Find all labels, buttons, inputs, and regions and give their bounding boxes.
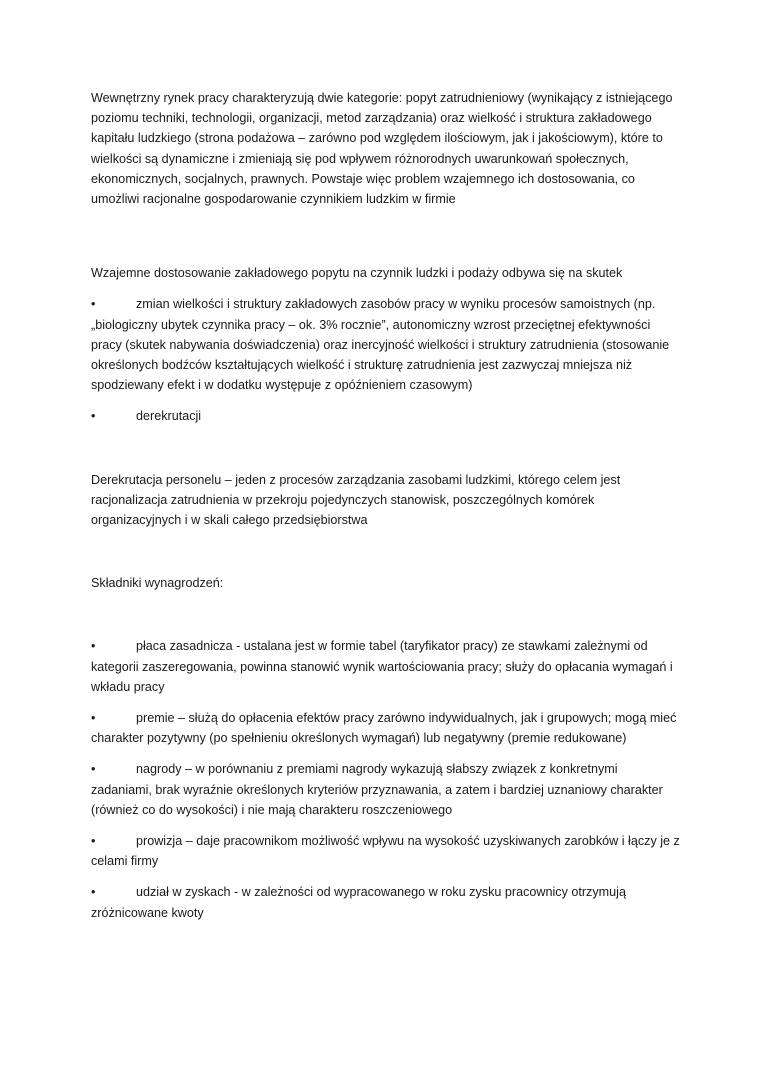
list-item-text: derekrutacji: [136, 409, 202, 424]
bullet-icon: •: [91, 762, 96, 777]
list-item: [91, 882, 681, 922]
list-item-text: udział w zyskach - w zależności od wypracowanego w roku zysku pracownicy otrzymują zróżnicowane kwoty: [91, 885, 626, 920]
list-item-text: płaca zasadnicza - ustalana jest w formie tabel (taryfikator pracy) ze stawkami zależnymi od kategorii zaszeregowania, powinna stanowić wynik wartościowania pracy; służy do opłacania wymagań i wkładu pracy: [91, 639, 673, 694]
bullet-icon: •: [91, 711, 96, 726]
bullet-icon: •: [91, 297, 96, 312]
paragraph-internal-labor-market: Wewnętrzny rynek pracy charakteryzują dwie kategorie: popyt zatrudnieniowy (wynikający z istniejącego poziomu techniki, technologii, organizacji, metod zarządzania) oraz wielkość i struktura zakładowego kapitału ludzkiego (strona podażowa – zarówno pod względem ilościowym, jak i jakościowym), które to wielkości są dynamiczne i zmieniają się pod wpływem różnorodnych uwarunkowań społecznych, ekonomicznych, socjalnych, prawnych. Powstaje więc problem wzajemnego ich dostosowania, co umożliwi racjonalne gospodarowanie czynnikiem ludzkim w firmie: [91, 91, 673, 207]
list-item: [91, 294, 681, 395]
bullet-icon: •: [91, 834, 96, 849]
document-page: [91, 88, 681, 923]
bullet-icon: •: [91, 885, 96, 900]
paragraph-mutual-adjustment: Wzajemne dostosowanie zakładowego popytu na czynnik ludzki i podaży odbywa się na skutek: [91, 266, 623, 281]
list-item: [91, 759, 681, 820]
paragraph-derecruitment-definition: Derekrutacja personelu – jeden z procesów zarządzania zasobami ludzkimi, którego celem jest racjonalizacja zatrudnienia w przekroju pojedynczych stanowisk, poszczególnych komórek organizacyjnych i w skali całego przedsiębiorstwa: [91, 472, 621, 528]
list-item: [91, 406, 681, 426]
list-item-text: prowizja – daje pracownikom możliwość wpływu na wysokość uzyskiwanych zarobków i łączy je z celami firmy: [91, 834, 680, 869]
paragraph-salary-components-heading: Składniki wynagrodzeń:: [91, 576, 224, 591]
bullet-icon: •: [91, 639, 96, 654]
list-item: [91, 636, 681, 697]
list-item: [91, 831, 681, 871]
list-item: [91, 708, 681, 748]
list-item-text: premie – służą do opłacenia efektów pracy zarówno indywidualnych, jak i grupowych; mogą mieć charakter pozytywny (po spełnieniu określonych wymagań) lub negatywny (premie redukowane): [91, 711, 677, 746]
list-item-text: zmian wielkości i struktury zakładowych zasobów pracy w wyniku procesów samoistnych (np. „biologiczny ubytek czynnika pracy – ok. 3% rocznie”, autonomiczny wzrost przeciętnej efektywności pracy (skutek nabywania doświadczenia) oraz inercyjność wielkości i struktury zatrudnienia (stosowanie określonych bodźców kształtujących wielkość i strukturę zatrudnienia jest zazwyczaj mniejsza niż spodziewany efekt i w dodatku występuje z opóźnieniem czasowym): [91, 297, 670, 393]
list-item-text: nagrody – w porównaniu z premiami nagrody wykazują słabszy związek z konkretnymi zadaniami, brak wyraźnie określonych kryteriów przyznawania, a zatem i bardziej uznaniowy charakter (również co do wysokości) i nie mają charakteru roszczeniowego: [91, 762, 663, 817]
bullet-icon: •: [91, 409, 96, 424]
